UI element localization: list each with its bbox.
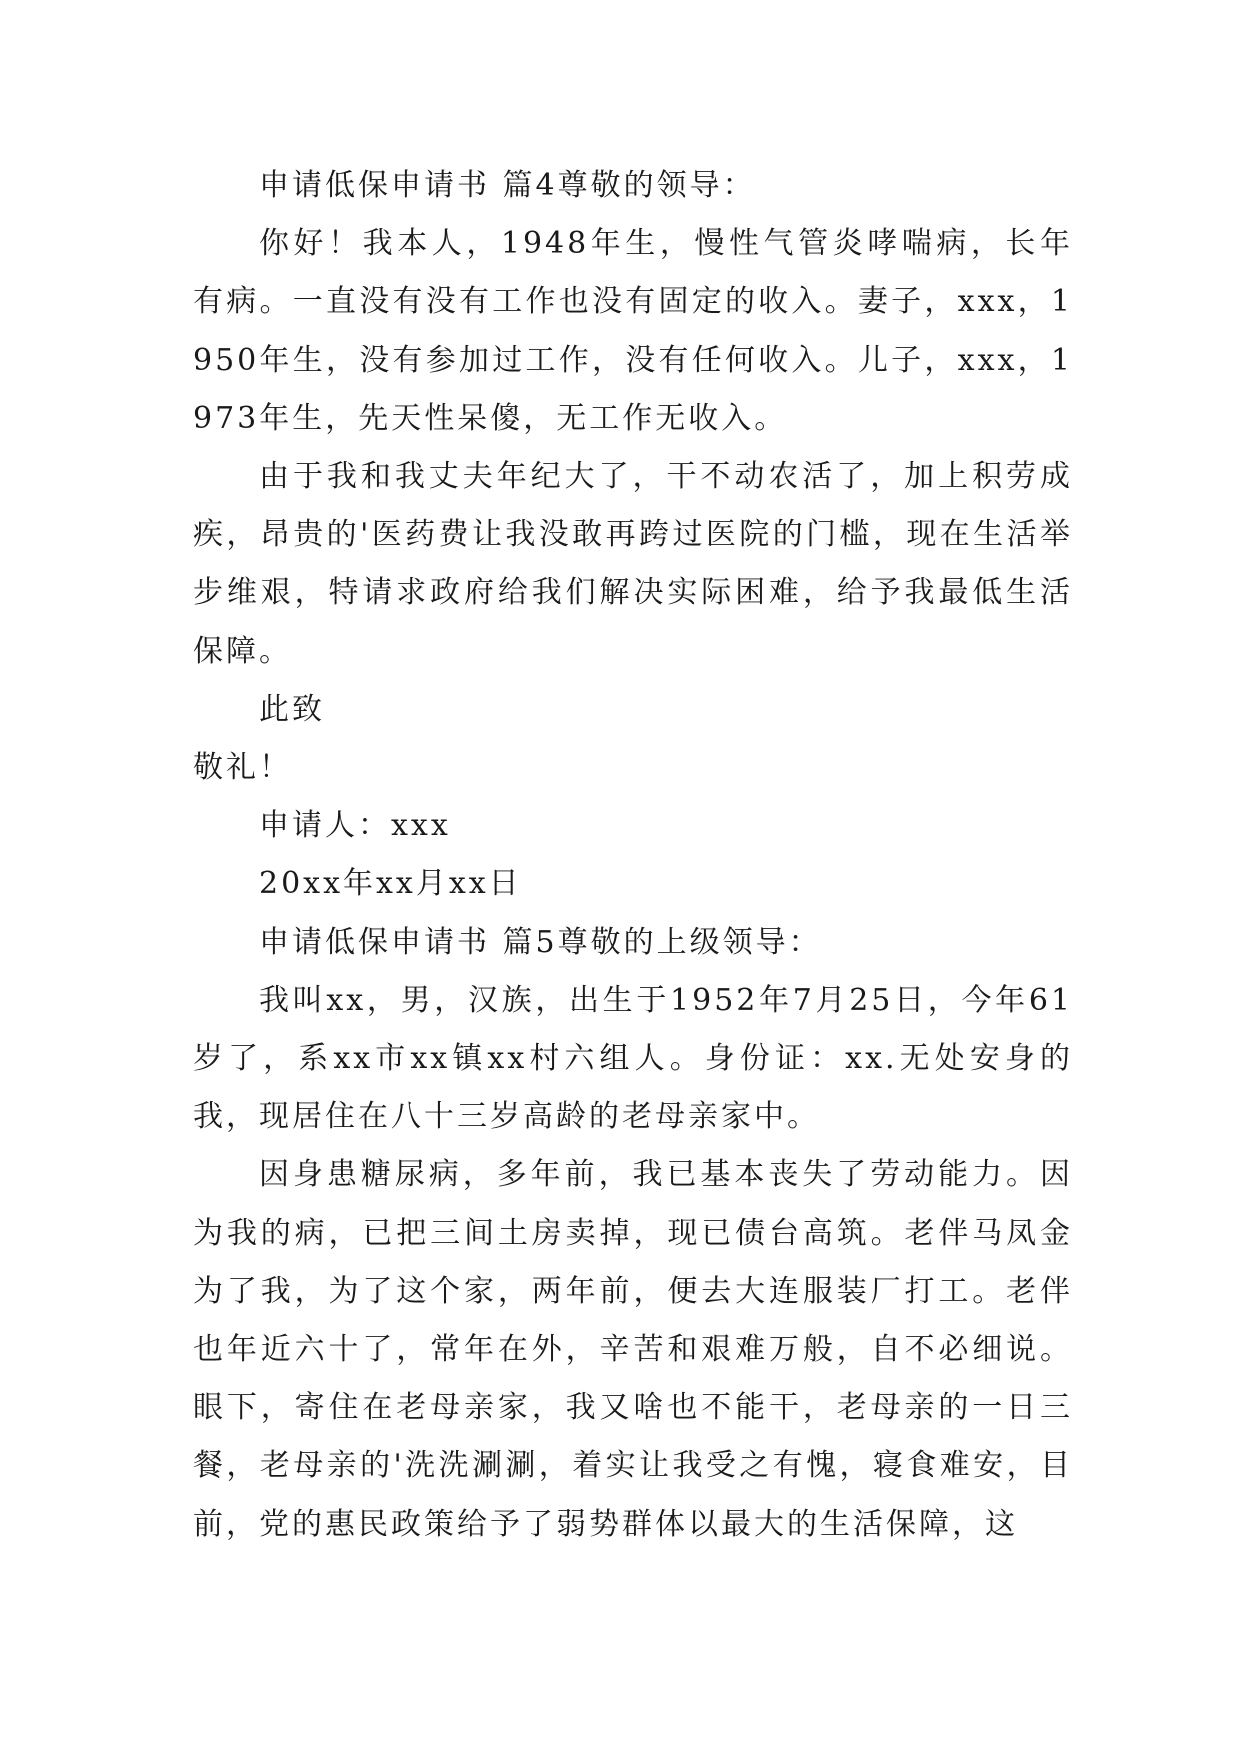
letter-4-paragraph-intro: 你好！我本人，1948年生，慢性气管炎哮喘病，长年有病。一直没有没有工作也没有固定的收入。妻子，xxx，1950年生，没有参加过工作，没有任何收入。儿子，xxx，1973年生，先天性呆傻，无工作无收入。 xyxy=(193,226,1073,436)
letter-4-date: 20xx年xx月xx日 xyxy=(259,866,522,902)
heading-letter-5-salutation: 申请低保申请书 篇5尊敬的上级领导： xyxy=(259,924,822,960)
letter-5-paragraph-situation: 因身患糖尿病，多年前，我已基本丧失了劳动能力。因为我的病，已把三间土房卖掉，现已债台高筑。老伴马凤金为了我，为了这个家，两年前，便去大连服装厂打工。老伴也年近六十了，常年在外，辛苦和艰难万般，自不必细说。眼下，寄住在老母亲家，我又啥也不能干，老母亲的一日三餐，老母亲的'洗洗涮涮，着实让我受之有愧，寝食难安，目前，党的惠民政策给予了弱势群体以最大的生活保障，这 xyxy=(193,1157,1073,1542)
letter-4-applicant: 申请人：xxx xyxy=(259,808,451,844)
letter-5-paragraph-intro: 我叫xx，男，汉族，出生于1952年7月25日，今年61岁了，系xx市xx镇xx村六组人。身份证：xx.无处安身的我，现居住在八十三岁高龄的老母亲家中。 xyxy=(193,982,1073,1135)
heading-letter-4-salutation: 申请低保申请书 篇4尊敬的领导： xyxy=(259,168,756,203)
document-body xyxy=(193,157,1073,1554)
letter-4-closing-cizhi: 此致 xyxy=(259,691,325,727)
letter-4-closing-jingli: 敬礼！ xyxy=(193,750,292,786)
letter-4-paragraph-request: 由于我和我丈夫年纪大了，干不动农活了，加上积劳成疾，昂贵的'医药费让我没敢再跨过医院的门槛，现在生活举步维艰，特请求政府给我们解决实际困难，给予我最低生活保障。 xyxy=(193,459,1073,669)
